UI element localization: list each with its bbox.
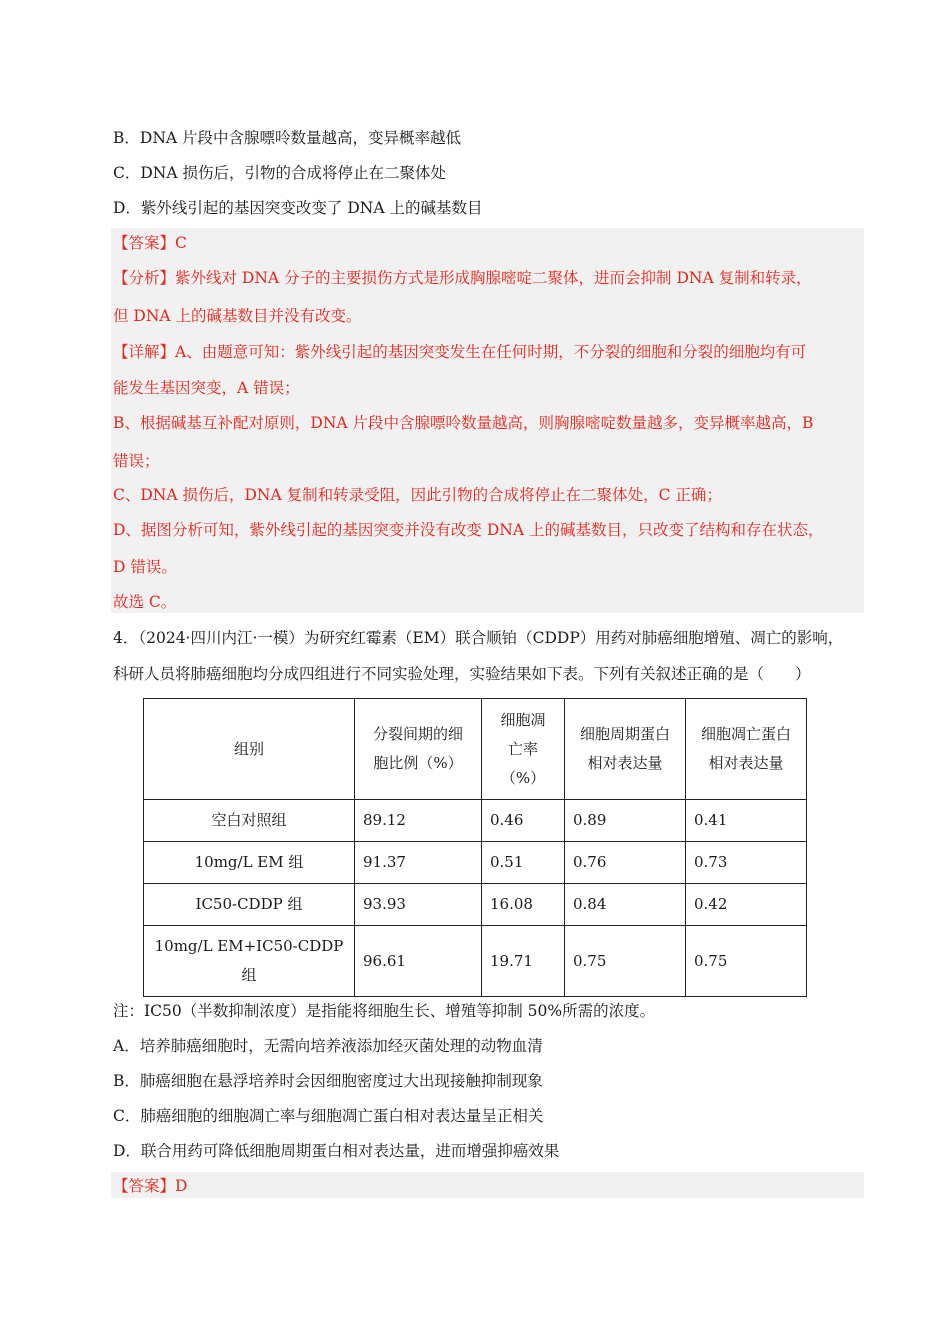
- option-d: D．联合用药可降低细胞周期蛋白相对表达量，进而增强抑癌效果: [113, 1142, 560, 1160]
- header-group: 组别: [144, 699, 355, 800]
- cell-interphase: 93.93: [355, 884, 482, 926]
- answer-line-2: [113, 1176, 187, 1196]
- table-row: [144, 926, 807, 997]
- cell-apoptosis: 16.08: [482, 884, 565, 926]
- option-b: B．DNA 片段中含腺嘌呤数量越高，变异概率越低: [113, 129, 462, 147]
- answer-line-1: [113, 233, 187, 253]
- results-table: [143, 698, 807, 997]
- option-b: B．肺癌细胞在悬浮培养时会因细胞密度过大出现接触抑制现象: [113, 1072, 543, 1090]
- detail-line-5: C、DNA 损伤后，DNA 复制和转录受阻，因此引物的合成将停止在二聚体处，C 正确；: [113, 486, 722, 504]
- detail-line-2: 能发生基因突变，A 错误；: [113, 379, 300, 397]
- option-c: C．DNA 损伤后，引物的合成将停止在二聚体处: [113, 164, 446, 182]
- header-apoptosis-protein: 细胞凋亡蛋白 相对表达量: [686, 699, 807, 800]
- table-header-row: [144, 699, 807, 800]
- cell-group: 空白对照组: [144, 800, 355, 842]
- option-c: C．肺癌细胞的细胞凋亡率与细胞凋亡蛋白相对表达量呈正相关: [113, 1107, 544, 1125]
- cell-group: 10mg/L EM+IC50-CDDP 组: [144, 926, 355, 997]
- cell-apoptosis: 19.71: [482, 926, 565, 997]
- question4-line-1: 4．（2024·四川内江·一模）为研究红霉素（EM）联合顺铂（CDDP）用药对肺癌细胞增殖、凋亡的影响，: [113, 629, 844, 647]
- cell-cycle: 0.76: [565, 842, 686, 884]
- answer-block-2: [111, 1172, 864, 1198]
- cell-cycle: 0.89: [565, 800, 686, 842]
- answer-label: 【答案】: [113, 1177, 176, 1195]
- cell-cycle: 0.84: [565, 884, 686, 926]
- cell-apo-protein: 0.41: [686, 800, 807, 842]
- cell-group: 10mg/L EM 组: [144, 842, 355, 884]
- detail-line-1: 【详解】A、由题意可知：紫外线引起的基因突变发生在任何时期，不分裂的细胞和分裂的细胞均有可: [113, 343, 807, 361]
- table-note: 注：IC50（半数抑制浓度）是指能将细胞生长、增殖等抑制 50%所需的浓度。: [113, 1002, 656, 1020]
- header-apoptosis-rate: 细胞凋 亡率 （%）: [482, 699, 565, 800]
- table-row: [144, 800, 807, 842]
- answer-value: C: [175, 234, 187, 252]
- cell-apoptosis: 0.46: [482, 800, 565, 842]
- detail-line-7: D 错误。: [113, 558, 177, 576]
- answer-value: D: [175, 1177, 188, 1195]
- cell-apo-protein: 0.73: [686, 842, 807, 884]
- analysis-line-2: 但 DNA 上的碱基数目并没有改变。: [113, 307, 362, 325]
- header-cycle-protein: 细胞周期蛋白 相对表达量: [565, 699, 686, 800]
- detail-line-4: 错误；: [113, 452, 160, 470]
- question4-line-2: 科研人员将肺癌细胞均分成四组进行不同实验处理，实验结果如下表。下列有关叙述正确的是（ ）: [113, 665, 811, 683]
- cell-apo-protein: 0.42: [686, 884, 807, 926]
- cell-interphase: 89.12: [355, 800, 482, 842]
- table-row: [144, 842, 807, 884]
- cell-group: IC50-CDDP 组: [144, 884, 355, 926]
- cell-apoptosis: 0.51: [482, 842, 565, 884]
- analysis-line-1: 【分析】紫外线对 DNA 分子的主要损伤方式是形成胸腺嘧啶二聚体，进而会抑制 DNA 复制和转录，: [113, 269, 812, 287]
- option-a: A．培养肺癌细胞时，无需向培养液添加经灭菌处理的动物血清: [113, 1037, 543, 1055]
- header-interphase: 分裂间期的细 胞比例（%）: [355, 699, 482, 800]
- detail-line-6: D、据图分析可知，紫外线引起的基因突变并没有改变 DNA 上的碱基数目，只改变了结构和存在状态，: [113, 521, 824, 539]
- conclusion-line: 故选 C。: [113, 593, 177, 611]
- answer-label: 【答案】: [113, 234, 176, 252]
- cell-interphase: 91.37: [355, 842, 482, 884]
- table-row: [144, 884, 807, 926]
- detail-line-3: B、根据碱基互补配对原则，DNA 片段中含腺嘌呤数量越高，则胸腺嘧啶数量越多，变异概率越高，B: [113, 414, 814, 432]
- option-d: D．紫外线引起的基因突变改变了 DNA 上的碱基数目: [113, 199, 483, 217]
- cell-apo-protein: 0.75: [686, 926, 807, 997]
- cell-interphase: 96.61: [355, 926, 482, 997]
- cell-cycle: 0.75: [565, 926, 686, 997]
